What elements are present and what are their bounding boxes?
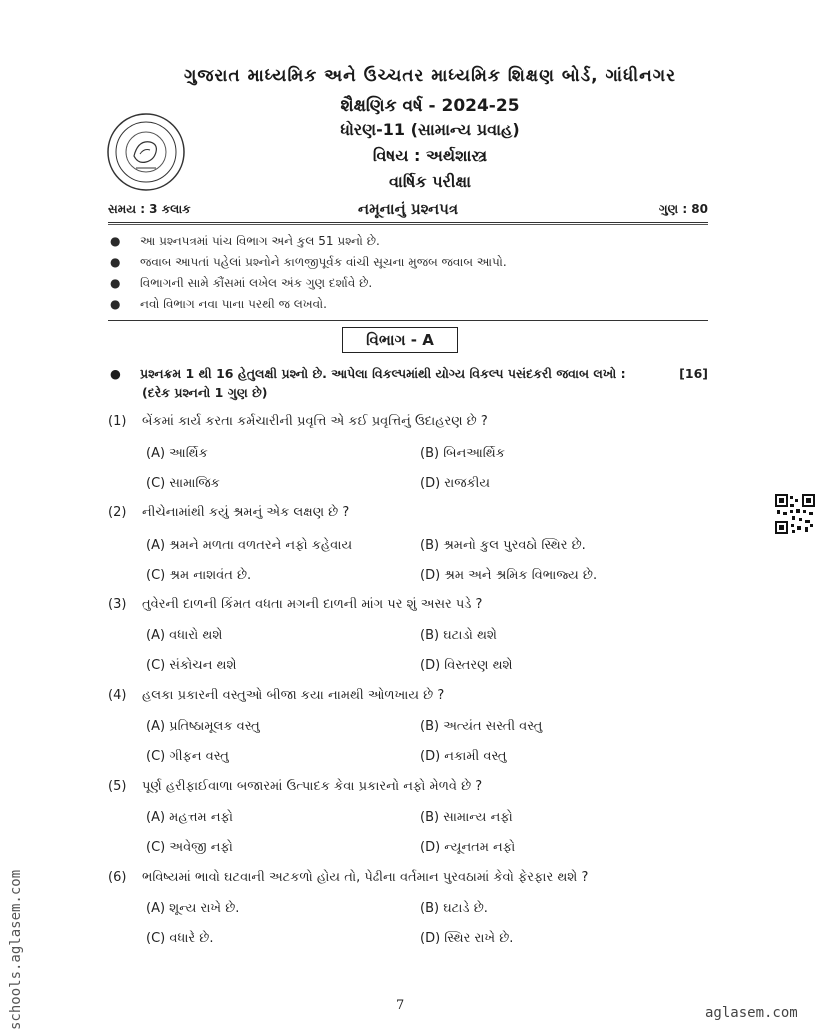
option: (B) બિનઆર્થિક — [420, 446, 505, 461]
option: (D) નકામી વસ્તુ — [420, 749, 507, 764]
question: (6) ભવિષ્યમાં ભાવો ઘટવાની અટકળો હોય તો, પેઢીના વર્તમાન પુરવઠામાં કેવો ફેરફાર થશે ? — [108, 870, 589, 885]
bullet-icon: ● — [110, 276, 121, 290]
option: (D) વિસ્તરણ થશે — [420, 658, 513, 673]
board-name: ગુજરાત માધ્યમિક અને ઉચ્ચતર માધ્યમિક શિક્ષણ બોર્ડ, ગાંધીનગર — [183, 66, 676, 86]
option: (D) શ્રમ અને શ્રમિક વિભાજ્ય છે. — [420, 568, 598, 583]
option: (B) અત્યંત સસ્તી વસ્તુ — [420, 719, 543, 734]
divider — [108, 224, 708, 225]
standard: ધોરણ-11 (સામાન્ય પ્રવાહ) — [340, 120, 520, 139]
option: (A) શૂન્ય રાખે છે. — [146, 901, 240, 916]
question: (4) હલકા પ્રકારની વસ્તુઓ બીજા કયા નામથી ઓળખાય છે ? — [108, 688, 445, 703]
page-number: 7 — [396, 998, 405, 1013]
option: (A) મહત્તમ નફો — [146, 810, 234, 825]
section-title: વિભાગ - A — [342, 327, 458, 353]
bullet-icon: ● — [110, 297, 121, 311]
divider — [108, 222, 708, 223]
academic-year: શૈક્ષણિક વર્ષ - 2024-25 — [340, 96, 520, 116]
bullet-icon: ● — [110, 234, 121, 248]
instruction-item: ● જવાબ આપતાં પહેલાં પ્રશ્નોને કાળજીપૂર્વક વાંચી સૂચના મુજબ જવાબ આપો. — [110, 255, 507, 269]
instruction-item: ● નવો વિભાગ નવા પાના પરથી જ લખવો. — [110, 297, 327, 311]
bullet-icon: ● — [110, 366, 121, 381]
option: (C) વધારે છે. — [146, 931, 214, 946]
subject: વિષય : અર્થશાસ્ત્ર — [372, 146, 488, 165]
exam-name: વાર્ષિક પરીક્ષા — [388, 172, 472, 191]
option: (D) સ્થિર રાખે છે. — [420, 931, 514, 946]
option: (C) સામાજિક — [146, 476, 220, 491]
option: (A) આર્થિક — [146, 446, 208, 461]
bullet-icon: ● — [110, 255, 121, 269]
option: (B) શ્રમનો કુલ પુરવઠો સ્થિર છે. — [420, 538, 586, 553]
qr-code[interactable] — [775, 494, 815, 534]
total-marks: ગુણ : 80 — [658, 202, 708, 216]
divider — [108, 320, 708, 321]
option: (D) ન્યૂનતમ નફો — [420, 840, 516, 855]
question: (5) પૂર્ણ હરીફાઈવાળા બજારમાં ઉત્પાદક કેવા પ્રકારનો નફો મેળવે છે ? — [108, 779, 483, 794]
option: (C) શ્રમ નાશવંત છે. — [146, 568, 252, 583]
paper-type: નમૂનાનું પ્રશ્નપત્ર — [357, 200, 459, 218]
instruction-item: ● આ પ્રશ્નપત્રમાં પાંચ વિભાગ અને કુલ 51 પ્રશ્નો છે. — [110, 234, 380, 248]
option: (B) ઘટાડે છે. — [420, 901, 488, 916]
option: (A) પ્રતિષ્ઠામૂલક વસ્તુ — [146, 719, 260, 734]
question: (3) તુવેરની દાળની કિંમત વધતા મગની દાળની માંગ પર શું અસર પડે ? — [108, 597, 483, 612]
side-watermark: schools.aglasem.com — [8, 869, 24, 1030]
meta-row — [108, 200, 708, 222]
time-limit: સમય : 3 કલાક — [108, 202, 191, 216]
section-marks: [16] — [679, 366, 708, 381]
option: (B) સામાન્ય નફો — [420, 810, 513, 825]
option: (A) શ્રમને મળતા વળતરને નફો કહેવાય — [146, 538, 353, 553]
section-instruction: ● પ્રશ્નક્રમ 1 થી 16 હેતુલક્ષી પ્રશ્નો છે. આપેલા વિકલ્પમાંથી યોગ્ય વિકલ્પ પસંદકરી જવાબ લખો : [16] (દરેક પ્રશ્નનો 1 ગુણ છે) — [110, 366, 708, 400]
instruction-item: ● વિભાગની સામે કૌંસમાં લખેલ અંક ગુણ દર્શાવે છે. — [110, 276, 373, 290]
website-link[interactable]: aglasem.com — [705, 1005, 798, 1021]
option: (C) અવેજી નફો — [146, 840, 233, 855]
option: (C) સંકોચન થશે — [146, 658, 237, 673]
question: (2) નીચેનામાંથી કયું શ્રમનું એક લક્ષણ છે ? — [108, 505, 350, 520]
option: (B) ઘટાડો થશે — [420, 628, 497, 643]
qr-code-icon — [775, 494, 815, 534]
section-instruction-sub: (દરેક પ્રશ્નનો 1 ગુણ છે) — [142, 385, 268, 400]
option: (D) રાજકીય — [420, 476, 491, 491]
question: (1) બેંકમાં કાર્ય કરતા કર્મચારીની પ્રવૃત્તિ એ કઈ પ્રવૃત્તિનું ઉદાહરણ છે ? — [108, 414, 488, 429]
option: (A) વધારો થશે — [146, 628, 223, 643]
option: (C) ગીફન વસ્તુ — [146, 749, 229, 764]
